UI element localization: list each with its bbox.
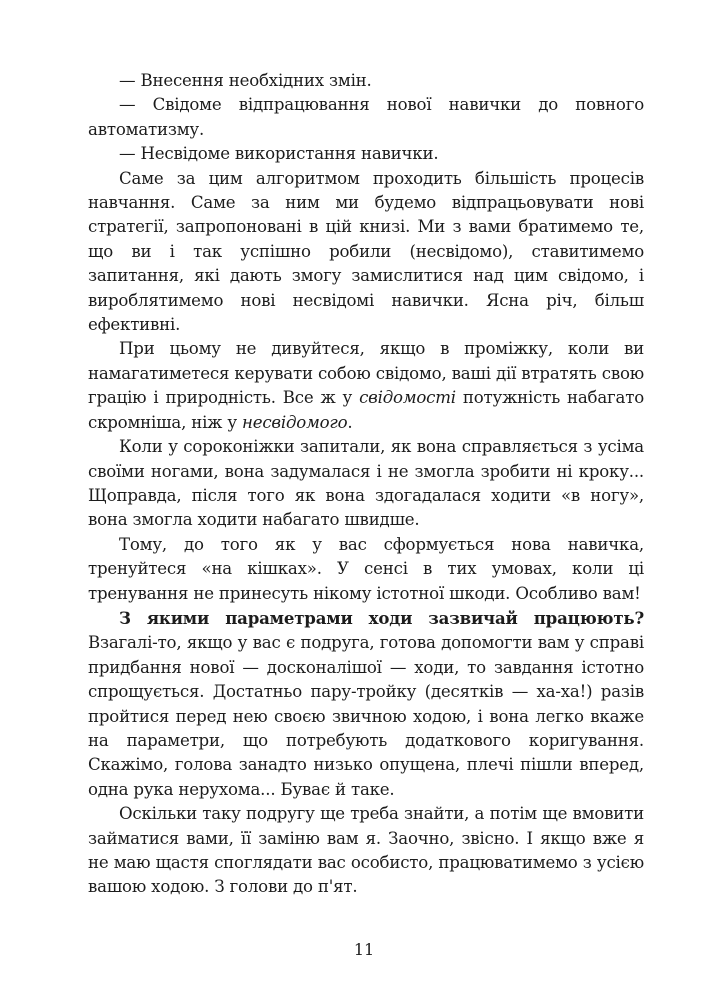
paragraph-text: При цьому не дивуйтеся, якщо в проміжку, коли ви намагатиметеся керувати собою свідомо, ваші дії втратять свою грацію і природність. Все ж у	[88, 339, 644, 408]
paragraph	[88, 802, 644, 900]
paragraph-text: Саме за цим алгоритмом проходить більшість процесів навчання. Саме за ним ми будемо відпрацьовувати нові стратегії, запропоновані в цій книзі. Ми з вами братимемо те, що ви і так успішно робили (несвідомо), ставитимемо запитання, які дають змогу замислитися над цим свідомо, і вироблятимемо нові несвідомі навички. Ясна річ, більш ефективні.	[88, 168, 644, 335]
paragraph-text: — Внесення необхідних змін.	[119, 71, 372, 90]
paragraph	[88, 93, 644, 142]
paragraph	[88, 167, 644, 338]
paragraph	[88, 142, 644, 166]
paragraph-text: Оскільки таку подругу ще треба знайти, а потім ще вмовити займатися вами, її заміню вам я. Заочно, звісно. І якщо вже я не маю щастя споглядати вас особисто, працюватимемо з усією вашою ходою. З голови до п'ят.	[88, 804, 644, 897]
paragraph-text: — Свідоме відпрацювання нової навички до повного автоматизму.	[88, 95, 644, 139]
page-number: 11	[353, 940, 375, 959]
paragraph-text: Тому, до того як у вас сформується нова навичка, тренуйтеся «на кішках». У сенсі в тих умовах, коли ці тренування не принесуть нікому істотної шкоди. Особливо вам!	[88, 534, 644, 603]
bold-question: З якими параметрами ходи зазвичай працюють?	[119, 607, 644, 628]
paragraph-text: .	[347, 412, 353, 432]
paragraph	[88, 337, 644, 435]
paragraph	[88, 69, 644, 93]
paragraph	[88, 435, 644, 533]
paragraph-text: потужність набагато скромніша, ніж у	[88, 388, 644, 432]
paragraph	[88, 533, 644, 606]
paragraph-text: Коли у сороконіжки запитали, як вона справляється з усіма своїми ногами, вона задумалася і не змогла зробити ні кроку... Щоправда, після того як вона здогадалася ходити «в ногу», вона змогла ходити набагато швидше.	[88, 437, 644, 530]
paragraph-text: — Несвідоме використання навички.	[119, 144, 439, 164]
page-body	[88, 69, 644, 900]
italic-term: свідомості	[359, 388, 456, 408]
paragraph	[88, 606, 644, 802]
paragraph-text: Взагалі-​то, якщо у вас є подруга, готова допомогти вам у справі придбання нової — досконалішої — ходи, то завдання істотно спрощується. Достатньо пару-тройку (десятків — ха-ха!) разів пройтися перед нею своєю звичною ходою, і вона легко вкаже на параметри, що потребують додаткового коригування. Скажімо, голова занадто низько опущена, плечі пішли вперед, одна рука нерухома... Буває й таке.	[88, 633, 644, 799]
italic-term: несвідомого	[241, 412, 348, 432]
